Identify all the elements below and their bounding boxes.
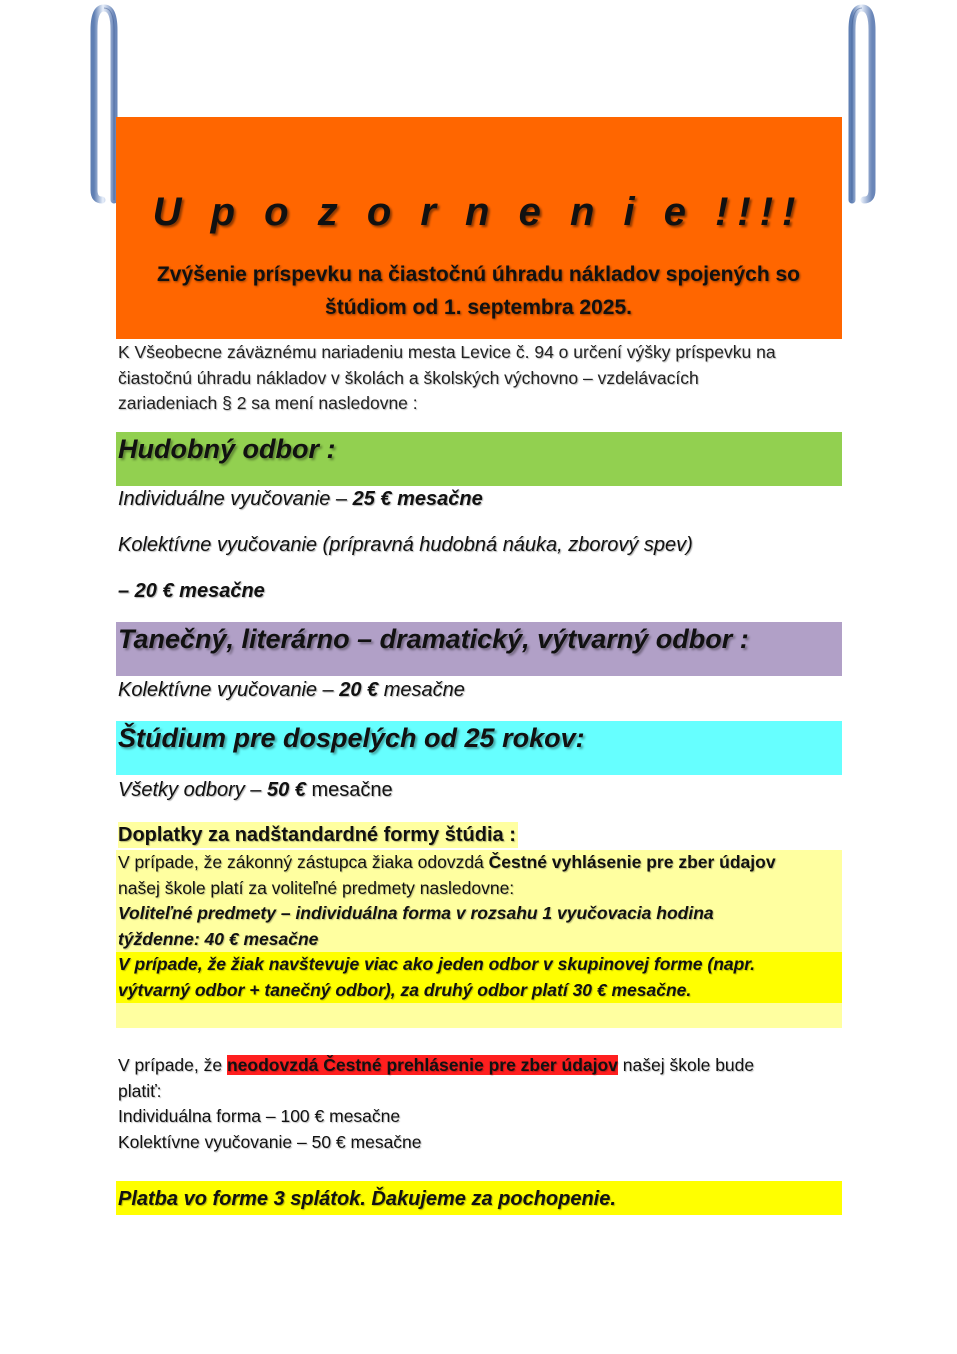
neodovzda-line-2: platiť: — [118, 1080, 162, 1101]
subtitle-line-2: štúdiom od 1. septembra 2025. — [325, 296, 632, 319]
dospeli-label: Všetky odbory – — [118, 779, 267, 801]
doplatky-p1-line-2: našej škole platí za voliteľné predmety nasledovne: — [118, 877, 515, 898]
doplatky-p3-line-2: výtvarný odbor + tanečný odbor), za druhý odbor platí 30 € mesačne. — [118, 979, 692, 1000]
doplatky-p1-text: V prípade, že zákonný zástupca žiaka odovzdá — [118, 852, 489, 872]
neodovzda-paragraph — [118, 1053, 840, 1155]
dospeli-heading: Štúdium pre dospelých od 25 rokov: — [118, 723, 585, 753]
dospeli-line — [118, 779, 393, 802]
doplatky-paragraph-1 — [118, 850, 840, 1003]
tanecny-collective-label: Kolektívne vyučovanie – — [118, 679, 340, 701]
neodovzda-highlight: neodovzdá Čestné prehlásenie pre zber údajov — [226, 1055, 618, 1075]
intro-line-3: zariadeniach § 2 sa mení nasledovne : — [118, 393, 418, 413]
tanecny-collective-unit: mesačne — [378, 679, 465, 701]
final-note: Platba vo forme 3 splátok. Ďakujeme za pochopenie. — [118, 1188, 616, 1210]
dospeli-unit: mesačne — [305, 779, 393, 801]
tanecny-collective-price: 20 € — [339, 679, 379, 701]
hudobny-collective-price: – 20 € mesačne — [118, 580, 265, 602]
hudobny-individual-label: Individuálne vyučovanie – — [118, 488, 353, 510]
neodovzda-line-1 — [118, 1053, 840, 1079]
hudobny-individual-price: 25 € mesačne — [352, 488, 483, 510]
doplatky-p2-line-1: Voliteľné predmety – individuálna forma v rozsahu 1 vyučovacia hodina — [118, 903, 714, 923]
intro-paragraph — [118, 340, 848, 417]
neodovzda-line-4: Kolektívne vyučovanie – 50 € mesačne — [118, 1131, 422, 1152]
hudobny-heading: Hudobný odbor : — [118, 434, 336, 464]
tanecny-heading: Tanečný, literárno – dramatický, výtvarný odbor : — [118, 624, 749, 654]
hudobny-individual-line — [118, 488, 483, 511]
intro-line-1: K Všeobecne záväznému nariadeniu mesta Levice č. 94 o určení výšky príspevku na — [118, 342, 776, 362]
doplatky-heading: Doplatky za nadštandardné formy štúdia : — [118, 824, 516, 846]
hudobny-collective-line: Kolektívne vyučovanie (prípravná hudobná náuka, zborový spev) — [118, 534, 693, 556]
doplatky-p1-declaration: Čestné vyhlásenie pre zber údajov — [488, 852, 776, 872]
page-title: U p o z o r n e n i e !!!! — [152, 190, 805, 234]
doplatky-p2-line-2: týždenne: 40 € mesačne — [118, 928, 319, 949]
tanecny-collective-line — [118, 679, 465, 702]
doplatky-p3-line-1: V prípade, že žiak navštevuje viac ako jeden odbor v skupinovej forme (napr. — [118, 954, 756, 974]
dospeli-price: 50 € — [266, 779, 306, 801]
page-subtitle — [0, 258, 957, 324]
paper-clip-right-icon — [842, 0, 882, 205]
intro-line-2: čiastočnú úhradu nákladov v školách a školských výchovno – vzdelávacích — [118, 367, 699, 388]
neodovzda-text-c: našej škole bude — [617, 1055, 755, 1075]
neodovzda-line-3: Individuálna forma – 100 € mesačne — [118, 1106, 401, 1126]
subtitle-line-1: Zvýšenie príspevku na čiastočnú úhradu nákladov spojených so — [156, 263, 801, 286]
doplatky-p1-line-1 — [118, 850, 840, 876]
neodovzda-text-a: V prípade, že — [118, 1055, 227, 1075]
doplatky-band-bottom — [116, 1003, 842, 1028]
